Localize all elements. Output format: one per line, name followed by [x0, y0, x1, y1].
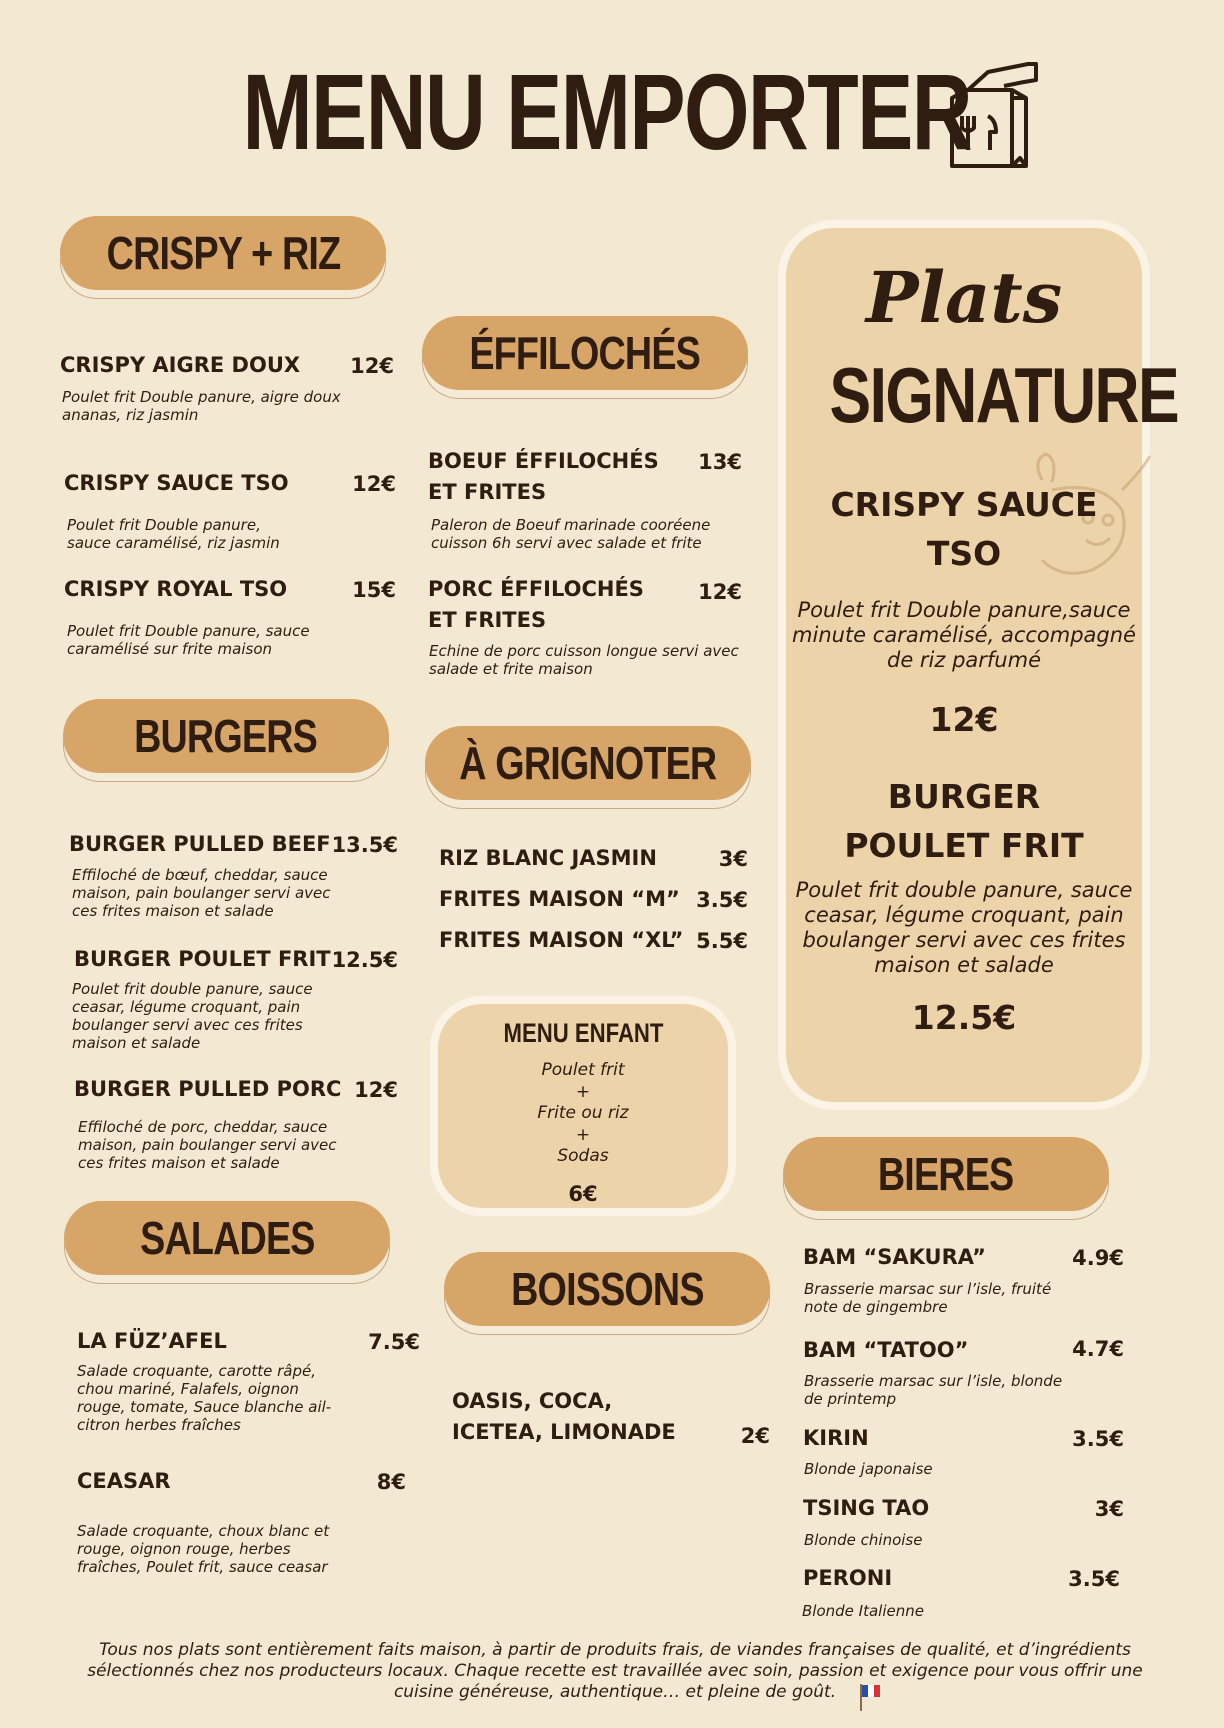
menu-item-name: FRITES MAISON “XL” [439, 928, 684, 952]
menu-item-price: 4.9€ [1072, 1246, 1124, 1270]
menu-item-price: 3.5€ [1068, 1567, 1120, 1591]
menu-item-name: BAM “TATOO” [803, 1338, 969, 1362]
section-heading-effiloches: ÉFFILOCHÉS [422, 316, 748, 390]
menu-item-name: CRISPY ROYAL TSO [64, 577, 288, 601]
section-heading-salades: SALADES [64, 1201, 390, 1275]
menu-item-desc: Poulet frit Double panure, sauce caramélisé sur frite maison [67, 622, 310, 658]
menu-item-price: 15€ [352, 578, 396, 602]
menu-item-name: BURGER PULLED BEEF [69, 832, 331, 856]
menu-item-price: 12.5€ [331, 948, 398, 972]
menu-item-desc: Salade croquante, choux blanc et rouge, oignon rouge, herbes fraîches, Poulet frit, sauce ceasar [77, 1522, 330, 1576]
menu-item-desc: Blonde Italienne [802, 1602, 924, 1620]
menu-item-price: 3.5€ [696, 888, 748, 912]
menu-item-desc: Echine de porc cuisson longue servi avec salade et frite maison [429, 642, 739, 678]
menu-item-price: 13.5€ [331, 833, 398, 857]
kids-menu-line: + [575, 1082, 591, 1102]
menu-item-price: 3€ [718, 847, 748, 871]
signature-item-desc: Poulet frit Double panure,sauce minute caramélisé, accompagné de riz parfumé [792, 598, 1136, 672]
menu-item-name: LA FÜZ’AFEL [77, 1329, 227, 1353]
menu-item-desc: Effiloché de bœuf, cheddar, sauce maison, pain boulanger servi avec ces frites maison et salade [72, 866, 331, 920]
menu-item-name: BURGER POULET FRIT [74, 947, 331, 971]
menu-item-name: BOEUF ÉFFILOCHÉS ET FRITES [428, 449, 659, 504]
menu-item-desc: Poulet frit Double panure, aigre doux ananas, riz jasmin [62, 388, 341, 424]
signature-script-title: Plats [865, 256, 1063, 339]
kids-menu-line: Sodas [557, 1146, 609, 1166]
page-title: MENU EMPORTER [242, 51, 971, 172]
menu-item-desc: Effiloché de porc, cheddar, sauce maison, pain boulanger servi avec ces frites maison et salade [78, 1118, 337, 1172]
signature-item-name: BURGER POULET FRIT [844, 777, 1084, 865]
menu-item-name: TSING TAO [803, 1496, 930, 1520]
menu-item-name: PERONI [803, 1566, 893, 1590]
menu-item-desc: Blonde japonaise [804, 1460, 933, 1478]
menu-item-desc: Blonde chinoise [804, 1531, 923, 1549]
menu-item-name: KIRIN [803, 1426, 869, 1450]
signature-item-desc: Poulet frit double panure, sauce ceasar, légume croquant, pain boulanger servi avec ces frites maison et salade [795, 878, 1133, 977]
menu-item-name: PORC ÉFFILOCHÉS ET FRITES [428, 577, 644, 632]
menu-item-price: 3.5€ [1072, 1427, 1124, 1451]
kids-menu-line: + [575, 1125, 591, 1145]
kids-menu-line: Frite ou riz [537, 1103, 629, 1123]
menu-item-desc: Brasserie marsac sur l’isle, fruité note de gingembre [804, 1280, 1052, 1316]
signature-item-price: 12.5€ [911, 998, 1017, 1037]
kids-menu-title: MENU ENFANT [503, 1018, 663, 1048]
signature-item-price: 12€ [929, 700, 999, 739]
section-heading-crispy: CRISPY + RIZ [60, 216, 386, 290]
section-heading-bieres: BIERES [783, 1137, 1109, 1211]
menu-item-desc: Brasserie marsac sur l’isle, blonde de printemp [804, 1372, 1063, 1408]
menu-item-price: 12€ [352, 472, 396, 496]
menu-item-price: 12€ [350, 354, 394, 378]
menu-item-price: 13€ [698, 450, 742, 474]
menu-item-price: 5.5€ [696, 929, 748, 953]
section-heading-grignoter: À GRIGNOTER [425, 726, 751, 800]
signature-item-name: CRISPY SAUCE TSO [830, 485, 1098, 573]
kids-menu-line: Poulet frit [541, 1060, 625, 1080]
menu-item-desc: Paleron de Boeuf marinade cooréene cuisson 6h servi avec salade et frite [431, 516, 711, 552]
menu-item-price: 12€ [354, 1078, 398, 1102]
menu-item-name: FRITES MAISON “M” [439, 887, 680, 911]
menu-item-price: 12€ [698, 580, 742, 604]
kids-menu-price: 6€ [568, 1182, 598, 1206]
menu-item-name: CRISPY SAUCE TSO [64, 471, 289, 495]
section-heading-boissons: BOISSONS [444, 1252, 770, 1326]
footer-note: Tous nos plats sont entièrement faits maison, à partir de produits frais, de viandes françaises de qualité, et d’ingrédients sélectionnés chez nos producteurs locaux. Chaque recette est travaillée avec soin, passion et exigence pour vous offrir une cuisine généreuse, authentique… et pleine de goût. [87, 1640, 1143, 1702]
menu-item-name: BURGER PULLED PORC [74, 1077, 342, 1101]
signature-title: SIGNATURE [829, 351, 1179, 439]
menu-item-name: OASIS, COCA, ICETEA, LIMONADE [452, 1389, 676, 1444]
section-heading-burgers: BURGERS [63, 699, 389, 773]
menu-item-name: CRISPY AIGRE DOUX [60, 353, 301, 377]
menu-item-price: 3€ [1094, 1497, 1124, 1521]
menu-item-price: 2€ [740, 1424, 770, 1448]
menu-item-price: 4.7€ [1072, 1337, 1124, 1361]
menu-item-price: 8€ [376, 1470, 406, 1494]
menu-item-name: RIZ BLANC JASMIN [439, 846, 657, 870]
menu-item-price: 7.5€ [368, 1330, 420, 1354]
menu-item-name: CEASAR [77, 1469, 171, 1493]
french-flag-icon [858, 1682, 884, 1712]
menu-item-desc: Poulet frit Double panure, sauce caramélisé, riz jasmin [67, 516, 280, 552]
menu-item-desc: Salade croquante, carotte râpé, chou mariné, Falafels, oignon rouge, tomate, Sauce blanche ail-citron herbes fraîches [77, 1362, 332, 1434]
menu-item-name: BAM “SAKURA” [803, 1245, 986, 1269]
menu-item-desc: Poulet frit double panure, sauce ceasar, légume croquant, pain boulanger servi avec ces frites maison et salade [72, 980, 313, 1052]
takeaway-bag-icon [938, 60, 1044, 172]
